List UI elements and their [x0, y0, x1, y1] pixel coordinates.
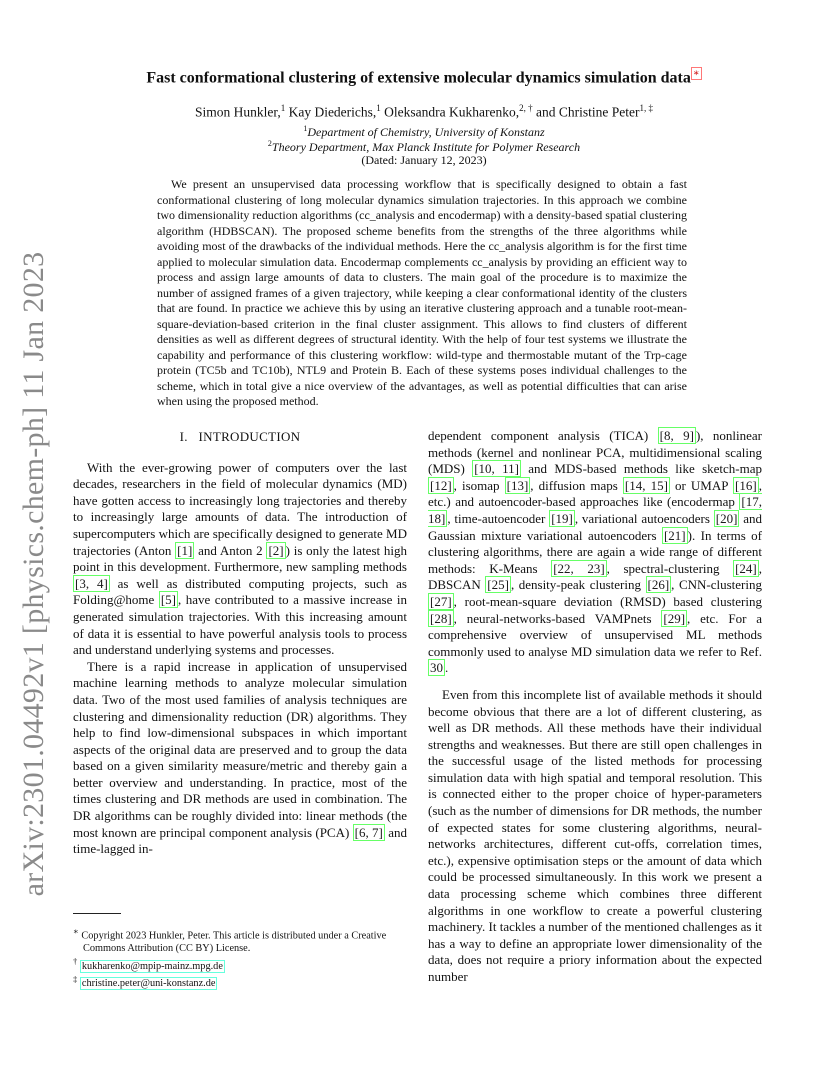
- abstract: We present an unsupervised data processing workflow that is specifically designed to obtain a fast conformational clustering of long molecular dynamics simulation trajectories. In this approach we combine two dimensionality reduction algorithms (cc_analysis and encodermap) with a density-based spatial clustering algorithm (HDBSCAN). The proposed scheme benefits from the strengths of the three algorithms while avoiding most of the drawbacks of the individual methods. Here the cc_analysis algorithm is for the first time applied to molecular simulation data. Encodermap complements cc_analysis by providing an efficient way to process and assign large amounts of data to clusters. The main goal of the procedure is to maximize the number of assigned frames of a given trajectory, while keeping a clear conformational identity of the clusters that are found. In practice we achieve this by using an iterative clustering approach and a tunable root-mean-square-deviation-based criterion in the final cluster assignment. This allows to find clusters of different densities as well as different degrees of structural identity. With the help of four test systems we illustrate the capability and performance of this clustering workflow: wild-type and thermostable mutant of the Trp-cage protein (TC5b and TC10b), NTL9 and Protein B. Each of these systems poses individual challenges to the scheme, which in total give a nice overview of the advantages, as well as potential difficulties that can arise when using the proposed method.: [157, 177, 687, 408]
- citation-link[interactable]: [10, 11]: [474, 461, 519, 477]
- citation-link[interactable]: [5]: [160, 592, 176, 608]
- affiliation-2: $^2$Theory Department, Max Planck Institute for Polymer Research: [267, 139, 581, 154]
- intro-paragraph-2-continued: dependent component analysis (TICA) [8, 9] ), nonlinear methods (kernel and nonlinear PCA, multidimensional scaling (MDS) [10, 11] and MDS-based methods like sketch-map [12] , isomap [13] , diffusion maps [14, 15] or UMAP [16] , etc.) and autoencoder-based approaches like (encodermap [17, 18] , time-autoencoder [19] , variational autoencoders [20] and Gaussian mixture variational autoencoders [21] ). In terms of clustering algorithms, there are again a wide range of different methods: K-Means [22, 23] , spectral-clustering [24] , DBSCAN [25] , density-peak clustering [26] , CNN-clustering [27] , root-mean-square deviation (RMSD) based clustering [28] , neural-networks-based VAMPnets [29] , etc. For a comprehensive overview of unsupervised ML methods commonly used to analyse MD simulation data we refer to Ref. 30 .: [428, 428, 763, 676]
- citation-link[interactable]: [27]: [430, 593, 452, 609]
- citation-link[interactable]: [19]: [551, 510, 573, 526]
- footnotes: [73, 925, 407, 990]
- intro-paragraph-1: With the ever-growing power of computers over the last decades, researchers in the field of molecular dynamics (MD) have gotten access to increasingly long trajectories and thereby to increasingly large amounts of data. The introduction of supercomputers which are specifically designed to generate MD trajectories (Anton [1] and Anton 2 [2] ) is only the latest high point in this development. Furthermore, new sampling methods [3, 4] as well as distributed computing projects, such as Folding@home [5] , have contributed to a massive increase in generated simulation trajectories. With this increasing amount of data it is essential to have powerful analysis tools to process and understand underlying systems and processes.: [73, 459, 408, 658]
- citation-link[interactable]: [3, 4]: [75, 575, 108, 591]
- footnote-email-1: † kukharenko@mpip-mainz.mpg.de: [73, 956, 223, 972]
- intro-paragraph-2: There is a rapid increase in application of unsupervised machine learning methods to analyze molecular simulation data. Two of the most used families of analysis techniques are clustering and dimensionality reduction (DR) algorithms. They help to find low-dimensional subspaces in which important aspects of the original data are preserved and to group the data based on a given similarity measure/metric and thereby gain a better overview and understanding. In practice, most of the times clustering and DR methods are used in combination. The DR algorithms can be roughly divided into: linear methods (the most known are principal component analysis (PCA) [6, 7] and time-lagged in-: [73, 658, 407, 857]
- author-list: Simon Hunkler,$^1$ Kay Diederichs,$^1$ Oleksandra Kukharenko,$^{2, \dagger}$ and Christine Peter$^{1, \ddagger}$: [194, 103, 653, 120]
- citation-link[interactable]: [26]: [647, 577, 670, 593]
- citation-link[interactable]: [12]: [430, 477, 452, 493]
- intro-paragraph-3: Even from this incomplete list of available methods it should become obvious that there are a lot of different clustering, as well as DR methods. All these methods have their individual strengths and weaknesses. But there are still open challenges in the successful usage of the listed methods for processing simulation data with high spatial and temporal resolution. This is connected either to the proper choice of hyper-parameters (such as the number of dimensions for DR methods, the number of expected states for some clustering algorithms, neural-networks architectures, different cut-offs, correlation times, etc.), expensive optimisation steps or the amount of data which could be processed simultaneously. In this work we present a data processing scheme which combines three different algorithms in one workflow to create a powerful clustering machinery. It tackles a number of the mentioned challenges as it has a way to define an appropriate lower dimensionality of the data, does not require a priory information about the expected number: [428, 686, 762, 984]
- right-column: [428, 428, 762, 986]
- citation-link[interactable]: [14, 15]: [624, 477, 668, 493]
- section-heading: I. INTRODUCTION: [179, 429, 301, 444]
- email-link[interactable]: christine.peter@uni-konstanz.de: [81, 978, 216, 990]
- affiliation-1: $^1$Department of Chemistry, University of Konstanz: [303, 124, 545, 139]
- citation-link[interactable]: [25]: [487, 577, 509, 593]
- footnote-divider: [73, 913, 121, 914]
- email-link[interactable]: kukharenko@mpip-mainz.mpg.de: [81, 960, 223, 972]
- author-footnote-link[interactable]: 1, ‡: [639, 103, 653, 113]
- citation-link[interactable]: [8, 9]: [659, 428, 694, 443]
- citation-link[interactable]: [28]: [430, 610, 452, 626]
- citation-link[interactable]: [22, 23]: [553, 560, 605, 576]
- arxiv-identifier: arXiv:2301.04492v1 [physics.chem-ph] 11 Jan 2023: [17, 251, 50, 897]
- author-footnote-link[interactable]: 2, †: [519, 103, 533, 113]
- footnote-email-2: ‡ christine.peter@uni-konstanz.de: [73, 973, 216, 990]
- citation-link[interactable]: [24]: [735, 560, 757, 576]
- paper-title: Fast conformational clustering of extensive molecular dynamics simulation data ∗: [146, 68, 700, 87]
- left-column: [73, 428, 407, 858]
- footnote-copyright: ∗ Copyright 2023 Hunkler, Peter. This article is distributed under a Creative Commons Attribution (CC BY) License.: [73, 926, 387, 955]
- citation-link[interactable]: [2]: [268, 542, 284, 558]
- citation-link[interactable]: [17, 18]: [428, 494, 762, 526]
- citation-link[interactable]: [21]: [663, 527, 686, 543]
- citation-link[interactable]: [16]: [735, 477, 757, 493]
- citation-link[interactable]: [1]: [177, 542, 193, 558]
- citation-link[interactable]: [20]: [715, 510, 738, 526]
- title-footnote-link[interactable]: ∗: [692, 68, 700, 79]
- citation-link[interactable]: [13]: [506, 477, 529, 493]
- citation-link[interactable]: [6, 7]: [354, 824, 383, 840]
- citation-link[interactable]: [29]: [663, 610, 686, 626]
- paper-date: (Dated: January 12, 2023): [361, 153, 487, 167]
- citation-link[interactable]: 30: [430, 660, 443, 676]
- arxiv-sidebar-stamp: [4, 244, 64, 904]
